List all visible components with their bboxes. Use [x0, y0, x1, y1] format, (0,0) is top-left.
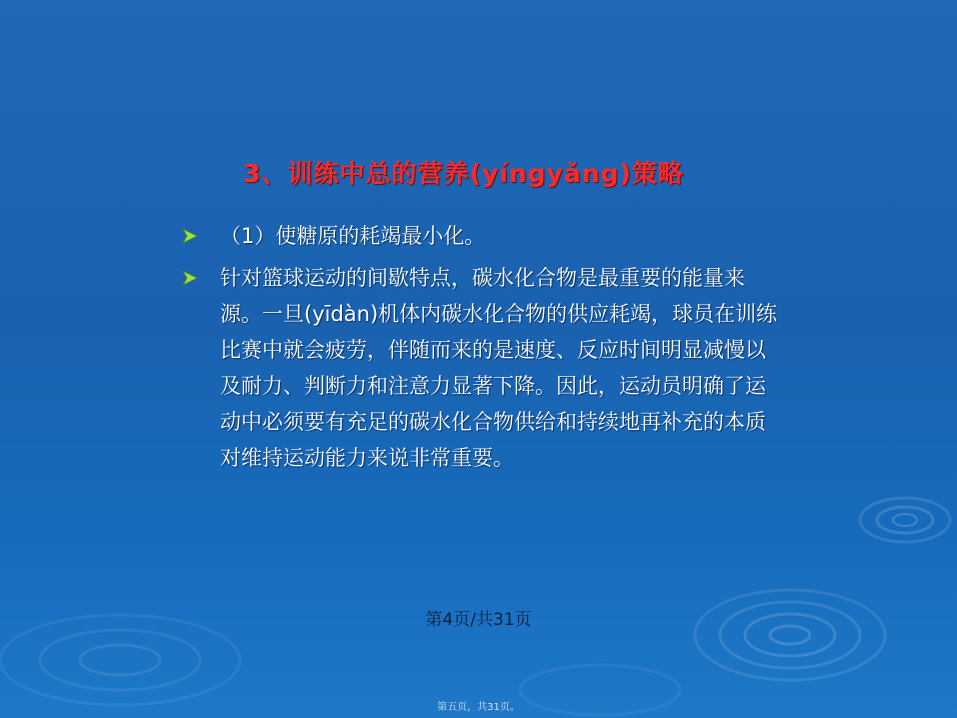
- footer-note: 第五页，共31页。: [437, 702, 520, 713]
- slide-title: 3、训练中总的营养(yíngyǎng)策略: [243, 159, 684, 188]
- bullet-list: [180, 218, 780, 476]
- page-number: 第4页/共31页: [425, 610, 532, 630]
- bullet-item: [180, 218, 780, 254]
- bullet-item: [180, 260, 780, 476]
- arrow-bullet-icon: [182, 270, 198, 286]
- arrow-bullet-icon: [182, 228, 198, 244]
- bullet-text: 针对篮球运动的间歇特点，碳水化合物是最重要的能量来源。一旦(yīdàn)机体内碳水化合物的供应耗竭，球员在训练比赛中就会疲劳，伴随而来的是速度、反应时间明显减慢以及耐力、判断力和注意力显著下降。因此，运动员明确了运动中必须要有充足的碳水化合物供给和持续地再补充的本质对维持运动能力来说非常重要。: [220, 266, 778, 470]
- bullet-text: （1）使糖原的耗竭最小化。: [220, 224, 486, 248]
